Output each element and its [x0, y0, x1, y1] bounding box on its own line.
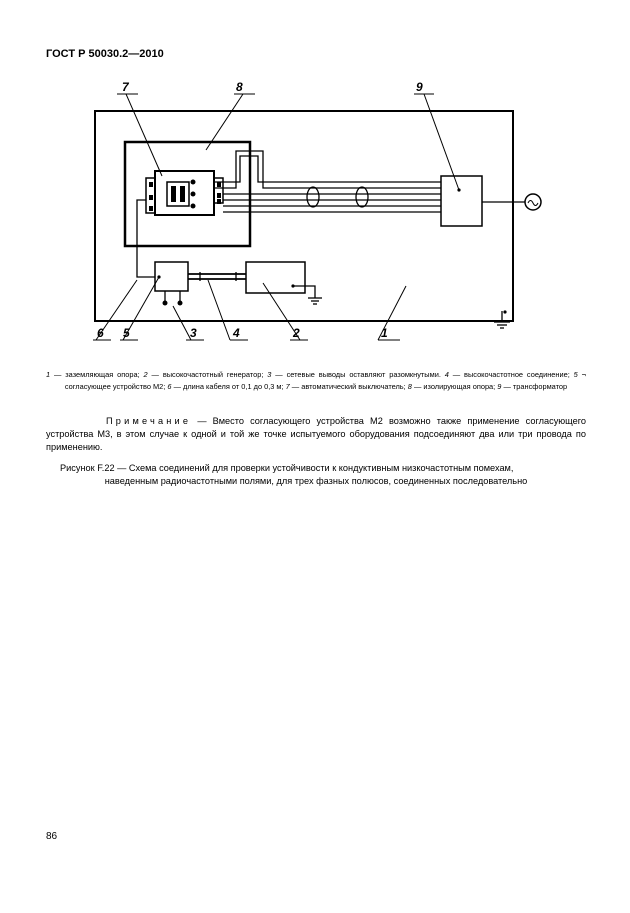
label-6: 6: [97, 326, 104, 340]
label-7: 7: [122, 80, 129, 94]
figure-legend: 1 — заземляющая опора; 2 — высокочастотный генератор; 3 — сетевые выводы оставляют разомкнутыми. 4 — высокочастотное соединение; 5 ¬ согласующее устройство М2; 6 — длина кабеля от 0,1 до 0,3 м; 7 — автоматический выключатель; 8 — изолирующая опора; 9 — трансформатор: [46, 370, 587, 391]
figure-caption: [46, 462, 586, 488]
document-header: ГОСТ Р 50030.2—2010: [46, 48, 164, 60]
transformer: [441, 176, 482, 226]
label-3: 3: [190, 326, 197, 340]
figure-note: [46, 415, 586, 454]
caption-line-1: Рисунок F.22 — Схема соединений для проверки устойчивости к кондуктивным низкочастотным помехам,: [60, 463, 514, 473]
note-lead: Примечание: [106, 416, 192, 426]
label-8: 8: [236, 80, 243, 94]
caption-line-2: наведенным радиочастотными полями, для трех фазных полюсов, соединенных последовательно: [104, 476, 528, 486]
page-number: 86: [46, 831, 58, 842]
hf-generator: [246, 262, 305, 293]
label-1: 1: [381, 326, 388, 340]
note-text: — Вместо согласующего устройства М2 возможно также применение согласующего устройства М3, в этом случае к одной и той же точке испытуемого оборудования подсоединяют два или три провода по применению.: [46, 416, 586, 452]
circuit-diagram: [0, 0, 630, 360]
label-9: 9: [416, 80, 423, 94]
label-5: 5: [123, 326, 130, 340]
label-4: 4: [233, 326, 240, 340]
label-2: 2: [293, 326, 300, 340]
